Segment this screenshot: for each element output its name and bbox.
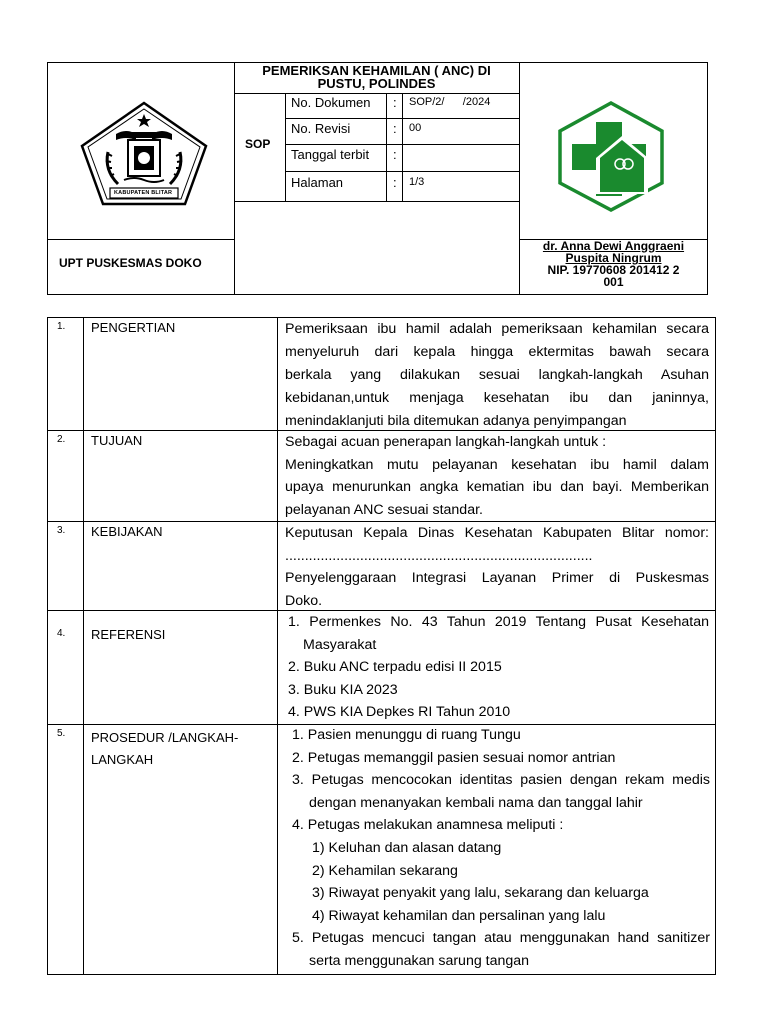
section-title-referensi: REFERENSI — [91, 627, 166, 642]
section-title-kebijakan: KEBIJAKAN — [91, 524, 163, 539]
body-line: 1. Permenkes No. 43 Tahun 2019 Tentang Pusat Kesehatan — [288, 614, 709, 630]
body-line: serta menggunakan sarung tangan — [309, 952, 530, 969]
organization-name: UPT PUSKESMAS DOKO — [59, 256, 202, 270]
body-line: pelayanan ANC sesuai standar. — [285, 501, 483, 518]
body-line: Pemeriksaan ibu hamil adalah pemeriksaan kehamilan secara — [285, 321, 709, 337]
body-line: 2) Kehamilan sekarang — [312, 862, 458, 879]
body-line: menyeluruh dari kepala hingga ektermitas bawah secara — [285, 344, 709, 360]
field-label-tanggal-terbit: Tanggal terbit — [291, 147, 370, 162]
section-body-referensi — [288, 611, 709, 724]
field-sep: : — [393, 121, 397, 136]
signer-nip-line2: 001 — [603, 275, 624, 289]
sop-label: SOP — [245, 137, 271, 151]
body-line: Penyelenggaraan Integrasi Layanan Primer di Puskesmas — [285, 570, 709, 586]
body-line: 3) Riwayat penyakit yang lalu, sekarang dan keluarga — [312, 885, 649, 902]
body-line: 3. Buku KIA 2023 — [288, 681, 398, 698]
body-line: Meningkatkan mutu pelayanan kesehatan ibu hamil dalam — [285, 456, 709, 473]
section-title-tujuan: TUJUAN — [91, 433, 143, 448]
field-value-halaman: 1/3 — [409, 176, 425, 188]
body-line: 5. Petugas mencuci tangan atau menggunakan hand sanitizer — [292, 930, 710, 947]
body-line: 1. Pasien menunggu di ruang Tungu — [292, 727, 521, 743]
body-line: dengan menanyakan kembali nama dan tanggal lahir — [309, 794, 643, 811]
section-number: 3. — [57, 525, 66, 536]
signer-nip-line1: NIP. 19770608 201412 2 — [547, 263, 680, 277]
body-line: Masyarakat — [303, 636, 377, 653]
body-line: Keputusan Kepala Dinas Kesehatan Kabupaten Blitar nomor: — [285, 525, 709, 541]
section-number: 2. — [57, 434, 66, 445]
field-value-no-dokumen: SOP/2/ /2024 — [409, 96, 491, 108]
section-title-line: PROSEDUR /LANGKAH- — [91, 730, 239, 745]
field-sep: : — [393, 175, 397, 190]
section-title-line: LANGKAH — [91, 752, 154, 767]
section-number: 4. — [57, 628, 66, 639]
body-line: 4. PWS KIA Depkes RI Tahun 2010 — [288, 704, 511, 721]
section-body-kebijakan — [285, 522, 709, 612]
field-value-no-revisi: 00 — [409, 122, 422, 134]
body-line: 4. Petugas melakukan anamnesa meliputi : — [292, 817, 564, 834]
document-title — [234, 64, 519, 90]
body-line: 2. Petugas memanggil pasien sesuai nomor antrian — [292, 749, 616, 766]
body-line: 1) Keluhan dan alasan datang — [312, 839, 502, 856]
puskesmas-logo — [556, 100, 666, 212]
logo-caption: KABUPATEN BLITAR — [114, 190, 173, 196]
section-title-prosedur — [91, 727, 238, 771]
document-title-line1: PEMERIKSAN KEHAMILAN ( ANC) DI — [262, 63, 491, 78]
signer-name-line1: dr. Anna Dewi Anggraeni — [542, 239, 685, 253]
field-label-halaman: Halaman — [291, 175, 344, 190]
body-line: Sebagai acuan penerapan langkah-langkah untuk : — [285, 434, 607, 450]
signer-block — [519, 240, 708, 288]
field-sep: : — [393, 147, 397, 162]
body-line: menindaklanjuti bila ditemukan adanya penyimpangan — [285, 413, 627, 429]
body-line: .............................................................................. — [285, 547, 593, 564]
field-label-no-dokumen: No. Dokumen — [291, 95, 371, 110]
body-line: 2. Buku ANC terpadu edisi II 2015 — [288, 659, 502, 676]
body-line: 4) Riwayat kehamilan dan persalinan yang lalu — [312, 907, 606, 924]
signer-name-line2: Puspita Ningrum — [565, 251, 662, 265]
section-body-pengertian — [285, 318, 709, 433]
section-number: 1. — [57, 321, 66, 332]
field-label-no-revisi: No. Revisi — [291, 121, 351, 136]
body-line: berkala yang dilakukan sesuai langkah-langkah Asuhan — [285, 367, 709, 383]
body-line: Doko. — [285, 592, 323, 609]
section-title-pengertian: PENGERTIAN — [91, 320, 176, 335]
body-line: upaya menurunkan angka kematian ibu dan bayi. Memberikan — [285, 479, 709, 495]
section-body-prosedur — [292, 724, 710, 973]
body-line: 3. Petugas mencocokan identitas pasien dengan rekam medis — [292, 772, 710, 789]
section-body-tujuan — [285, 431, 709, 521]
body-line: kebidanan,untuk menjaga kesehatan ibu dan janinnya, — [285, 390, 709, 406]
section-number: 5. — [57, 728, 66, 739]
field-sep: : — [393, 95, 397, 110]
document-title-line2: PUSTU, POLINDES — [317, 76, 436, 91]
